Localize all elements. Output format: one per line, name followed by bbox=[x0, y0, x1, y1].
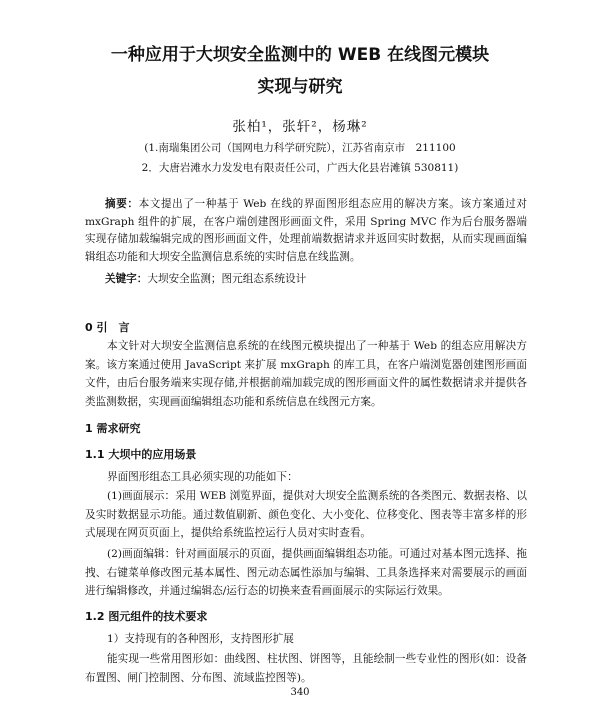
authors: 张柏¹，张轩²，杨琳² bbox=[232, 119, 368, 135]
affiliation-1: (1.南瑞集团公司（国网电力科学研究院），江苏省南京市 211100 bbox=[144, 142, 456, 154]
abstract-label: 摘要： bbox=[105, 198, 139, 210]
subsection-heading-scenarios: 1.1 大坝中的应用场景 bbox=[85, 448, 197, 461]
keywords-label: 关键字： bbox=[105, 273, 148, 285]
abstract-text: 本文提出了一种基于 Web 在线的界面图形组态应用的解决方案。该方案通过对 mxGraph 组件的扩展，在客户端创建图形画面文件，采用 Spring MVC 作为后台服务器端实现存储加载编辑完成的图形画面文件，处理前端数据请求并返回实时数据，从而实现画面编辑组态功能和大坝安全监测信息系统的实时信息在线监测。 bbox=[85, 198, 528, 263]
paper-title-line2: 实现与研究 bbox=[257, 77, 343, 97]
keywords bbox=[85, 271, 527, 289]
scenarios-lead-paragraph: 界面图形组态工具必须实现的功能如下： bbox=[107, 471, 298, 483]
keywords-text: 大坝安全监测；图元组态系统设计 bbox=[147, 273, 307, 285]
tech-requirement-1-body: 能实现一些常用图形如：曲线图、柱状图、饼图等，且能绘制一些专业性的图形(如：设备布置图、闸门控制图、分布图、流域监控图等)。 bbox=[85, 653, 527, 684]
section-heading-requirements: 1 需求研究 bbox=[85, 422, 141, 435]
affiliation-2: 2．大唐岩滩水力发发电有限责任公司，广西大化县岩滩镇 530811) bbox=[141, 162, 459, 174]
section-heading-intro: 0 引 言 bbox=[85, 321, 130, 334]
tech-requirement-1-title: 1）支持现有的各种图形，支持图形扩展 bbox=[107, 633, 294, 645]
subsection-heading-tech-requirements: 1.2 图元组件的技术要求 bbox=[85, 610, 208, 623]
page-number: 340 bbox=[290, 687, 310, 698]
paper-title-line1: 一种应用于大坝安全监测中的 WEB 在线图元模块 bbox=[110, 45, 490, 65]
abstract bbox=[85, 196, 527, 266]
intro-paragraph: 本文针对大坝安全监测信息系统的在线图元模块提出了一种基于 Web 的组态应用解决方案。该方案通过使用 JavaScript 来扩展 mxGraph 的库工具，在客户端浏览器创建图形画面文件，由后台服务端来实现存储,并根据前端加载完成的图形画面文件的属性数据请求并提供各类监测数据，实现画面编辑组态功能和系统信息在线图元方案。 bbox=[85, 340, 527, 408]
scenario-item-display: (1)画面展示：采用 WEB 浏览界面，提供对大坝安全监测系统的各类图元、数据表格、以及实时数据显示功能。通过数值刷新、颜色变化、大小变化、位移变化、图表等丰富多样的形式展现在网页页面上，提供给系统监控运行人员对实时查看。 bbox=[85, 490, 527, 539]
scenario-item-editing: (2)画面编辑：针对画面展示的页面，提供画面编辑组态功能。可通过对基本图元选择、拖拽、右键菜单修改图元基本属性、图元动态属性添加与编辑、工具条选择来对需要展示的画面进行编辑修改，并通过编辑态/运行态的切换来查看画面展示的实际运行效果。 bbox=[85, 548, 527, 597]
